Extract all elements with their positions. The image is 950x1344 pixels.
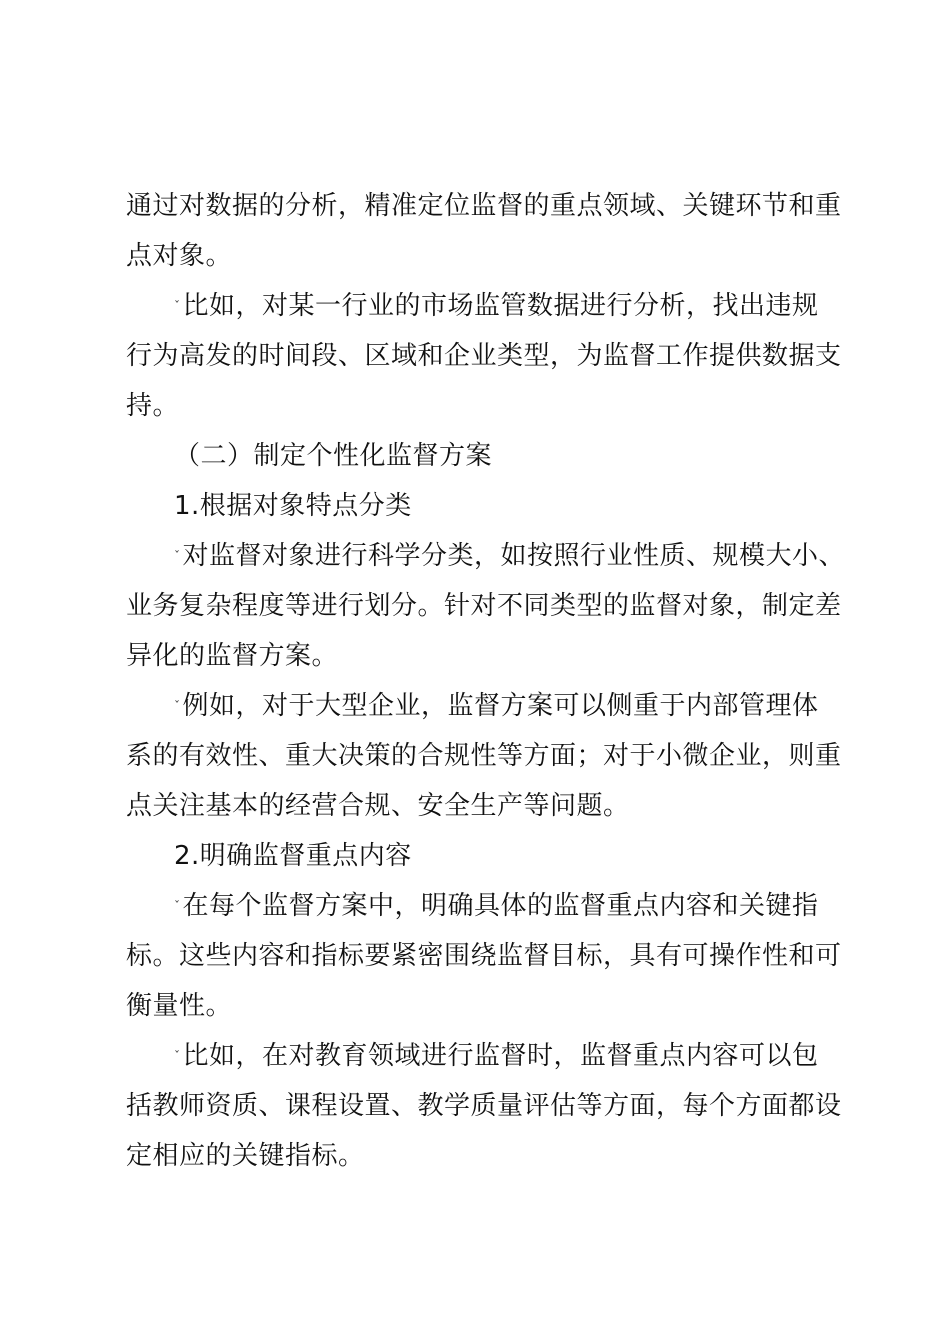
text-line: [126, 788, 630, 824]
paragraph-first-line: [174, 1038, 819, 1074]
heading-text: 2.明确监督重点内容: [174, 841, 412, 871]
subsection-heading: [174, 838, 412, 874]
paragraph-marker: ˇ: [174, 699, 181, 713]
paragraph-marker: ˇ: [174, 1049, 181, 1063]
line-text: 例如，对于大型企业，监督方案可以侧重于内部管理体: [182, 691, 819, 721]
text-line: [126, 638, 338, 674]
line-text: 定相应的关键指标。: [126, 1141, 365, 1171]
line-text: 异化的监督方案。: [126, 641, 339, 671]
line-text: 衡量性。: [126, 991, 233, 1021]
paragraph-marker: ˇ: [174, 899, 181, 913]
text-line: [126, 338, 842, 374]
paragraph-marker: ˇ: [174, 299, 181, 313]
line-text: 点关注基本的经营合规、安全生产等问题。: [126, 791, 630, 821]
line-text: 标。这些内容和指标要紧密围绕监督目标，具有可操作性和可: [126, 941, 842, 971]
heading-text: （二）制定个性化监督方案: [174, 441, 493, 471]
paragraph-first-line: [174, 688, 819, 724]
line-text: 比如，对某一行业的市场监管数据进行分析，找出违规: [182, 291, 819, 321]
text-line: [126, 388, 179, 424]
subsection-heading: [174, 488, 412, 524]
line-text: 括教师资质、课程设置、教学质量评估等方面，每个方面都设: [126, 1091, 842, 1121]
line-text: 在每个监督方案中，明确具体的监督重点内容和关键指: [182, 891, 819, 921]
line-text: 通过对数据的分析，精准定位监督的重点领域、关键环节和重: [126, 191, 842, 221]
line-text: 系的有效性、重大决策的合规性等方面；对于小微企业，则重: [126, 741, 842, 771]
section-heading: [174, 438, 492, 474]
line-text: 比如，在对教育领域进行监督时，监督重点内容可以包: [182, 1041, 819, 1071]
text-line: [126, 938, 842, 974]
heading-text: 1.根据对象特点分类: [174, 491, 412, 521]
paragraph-first-line: [174, 288, 819, 324]
line-text: 持。: [126, 391, 180, 421]
text-line: [126, 238, 232, 274]
paragraph-first-line: [174, 888, 819, 924]
line-text: 行为高发的时间段、区域和企业类型，为监督工作提供数据支: [126, 341, 842, 371]
line-text: 对监督对象进行科学分类，如按照行业性质、规模大小、: [182, 541, 846, 571]
text-line: [126, 188, 842, 224]
text-line: [126, 988, 232, 1024]
text-line: [126, 1088, 842, 1124]
text-line: [126, 1138, 365, 1174]
paragraph-marker: ˇ: [174, 549, 181, 563]
text-line: [126, 738, 842, 774]
line-text: 点对象。: [126, 241, 233, 271]
paragraph-first-line: [174, 538, 845, 574]
text-line: [126, 588, 842, 624]
line-text: 业务复杂程度等进行划分。针对不同类型的监督对象，制定差: [126, 591, 842, 621]
